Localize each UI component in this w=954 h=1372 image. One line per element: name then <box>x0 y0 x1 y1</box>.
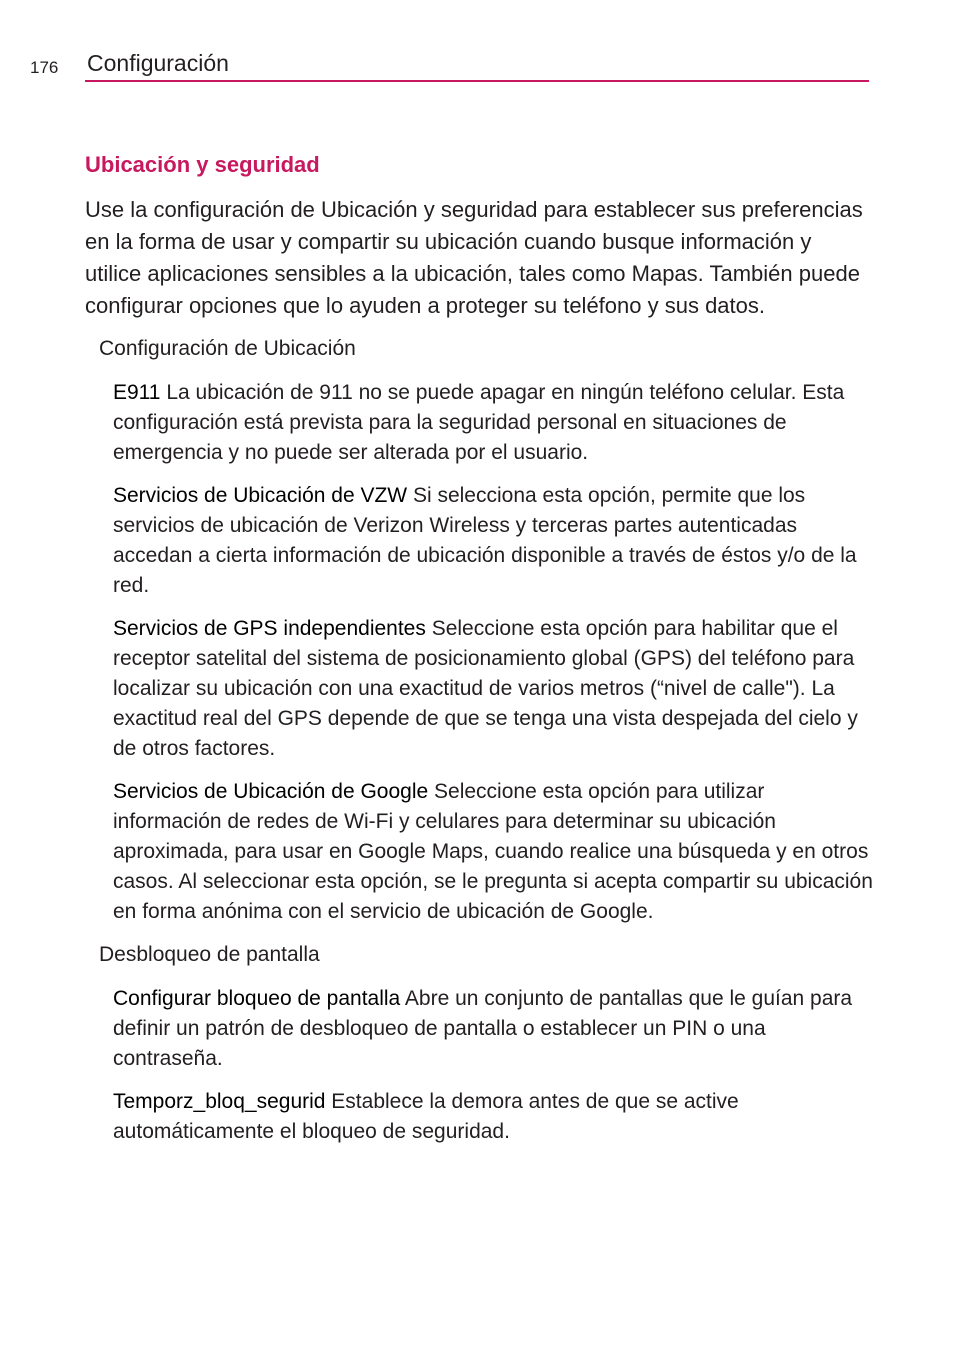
setting-term: Servicios de Ubicación de Google <box>113 780 429 803</box>
group-heading: Configuración de Ubicación <box>99 337 356 360</box>
setting-description: Si selecciona esta opción, permite que los servicios de ubicación de Verizon Wireless y terceras partes autenticadas accedan a cierta información de ubicación disponible a través de éstos y/o de la red. <box>113 484 857 597</box>
page-content <box>85 150 875 1160</box>
setting-term: Servicios de Ubicación de VZW <box>113 484 408 507</box>
page-header <box>0 0 954 90</box>
chapter-title: Configuración <box>87 50 229 76</box>
group-screen-unlock <box>85 940 875 1147</box>
group-location-settings <box>85 334 875 927</box>
setting-item-gps <box>113 614 875 764</box>
setting-term: E911 <box>113 381 161 404</box>
setting-item-e911 <box>113 378 875 468</box>
setting-description: Establece la demora antes de que se active automáticamente el bloqueo de seguridad. <box>113 1090 739 1143</box>
setting-term: Configurar bloqueo de pantalla <box>113 987 401 1010</box>
setting-term: Servicios de GPS independientes <box>113 617 426 640</box>
group-heading: Desbloqueo de pantalla <box>99 943 320 966</box>
setting-description: Seleccione esta opción para habilitar que el receptor satelital del sistema de posicionamiento global (GPS) del teléfono para localizar su ubicación con una exactitud de varios metros (“nivel de calle"). La exactitud real del GPS depende de que se tenga una vista despejada del cielo y de otros factores. <box>113 617 858 760</box>
page-number: 176 <box>30 58 59 77</box>
setting-term: Temporz_bloq_segurid <box>113 1090 326 1113</box>
setting-item-screen-lock <box>113 984 875 1074</box>
setting-description: Abre un conjunto de pantallas que le guían para definir un patrón de desbloqueo de pantalla o establecer un PIN o una contraseña. <box>113 987 853 1070</box>
setting-item-google-location <box>113 777 875 927</box>
section-title: Ubicación y seguridad <box>85 152 320 177</box>
setting-description: Seleccione esta opción para utilizar información de redes de Wi-Fi y celulares para determinar su ubicación aproximada, para usar en Google Maps, cuando realice una búsqueda y en otros casos. Al seleccionar esta opción, se le pregunta si acepta compartir su ubicación en forma anónima con el servicio de ubicación de Google. <box>113 780 873 923</box>
section-intro: Use la configuración de Ubicación y seguridad para establecer sus preferencias en la forma de usar y compartir su ubicación cuando busque información y utilice aplicaciones sensibles a la ubicación, tales como Mapas. También puede configurar opciones que lo ayuden a proteger su teléfono y sus datos. <box>85 197 863 318</box>
header-divider <box>85 80 869 82</box>
setting-description: La ubicación de 911 no se puede apagar en ningún teléfono celular. Esta configuración está prevista para la seguridad personal en situaciones de emergencia y no puede ser alterada por el usuario. <box>113 381 845 464</box>
setting-item-lock-timer <box>113 1087 875 1147</box>
setting-item-vzw-location <box>113 481 875 601</box>
